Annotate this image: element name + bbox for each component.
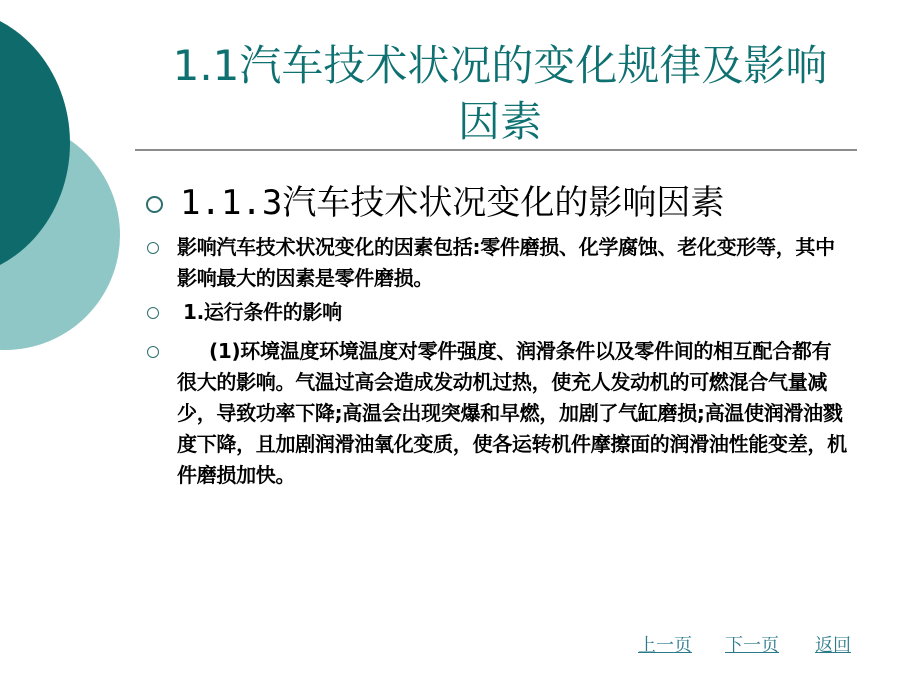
paragraph-factors: 影响汽车技术状况变化的因素包括:零件磨损、化学腐蚀、老化变形等，其中影响最大的因素是零件磨损。 [177, 235, 835, 290]
prev-page-link[interactable]: 上一页 [638, 635, 692, 656]
section-title: 汽车技术状况变化的影响因素 [282, 183, 725, 223]
back-link[interactable]: 返回 [815, 635, 851, 656]
title-line-2: 因素 [457, 97, 542, 146]
paragraph-environment-temperature-text: (1)环境温度环境温度对零件强度、润滑条件以及零件间的相互配合都有很大的影响。气温过高会造成发动机过热，使充人发动机的可燃混合气量减少，导致功率下降;高温会出现突爆和早燃，加剧了气缸磨损;高温使润滑油戮度下降，且加剧润滑油氧化变质，使各运转机件摩擦面的润滑油性能变差，机件磨损加快。 [177, 339, 847, 487]
bullet-circle-icon [147, 307, 159, 319]
section-heading [180, 180, 724, 226]
bullet-circle-icon [146, 196, 163, 213]
bullet-circle-icon [147, 242, 159, 254]
bullet-circle-icon [147, 346, 159, 358]
paragraph-operating-conditions: 1.运行条件的影响 [183, 300, 342, 324]
next-page-link[interactable]: 下一页 [725, 635, 779, 656]
title-line-1: 1.1汽车技术状况的变化规律及影响 [172, 41, 828, 90]
title-divider [135, 149, 857, 151]
slide-title [140, 38, 860, 150]
section-number: 1.1.3 [180, 183, 283, 223]
paragraph-environment-temperature [177, 336, 847, 491]
